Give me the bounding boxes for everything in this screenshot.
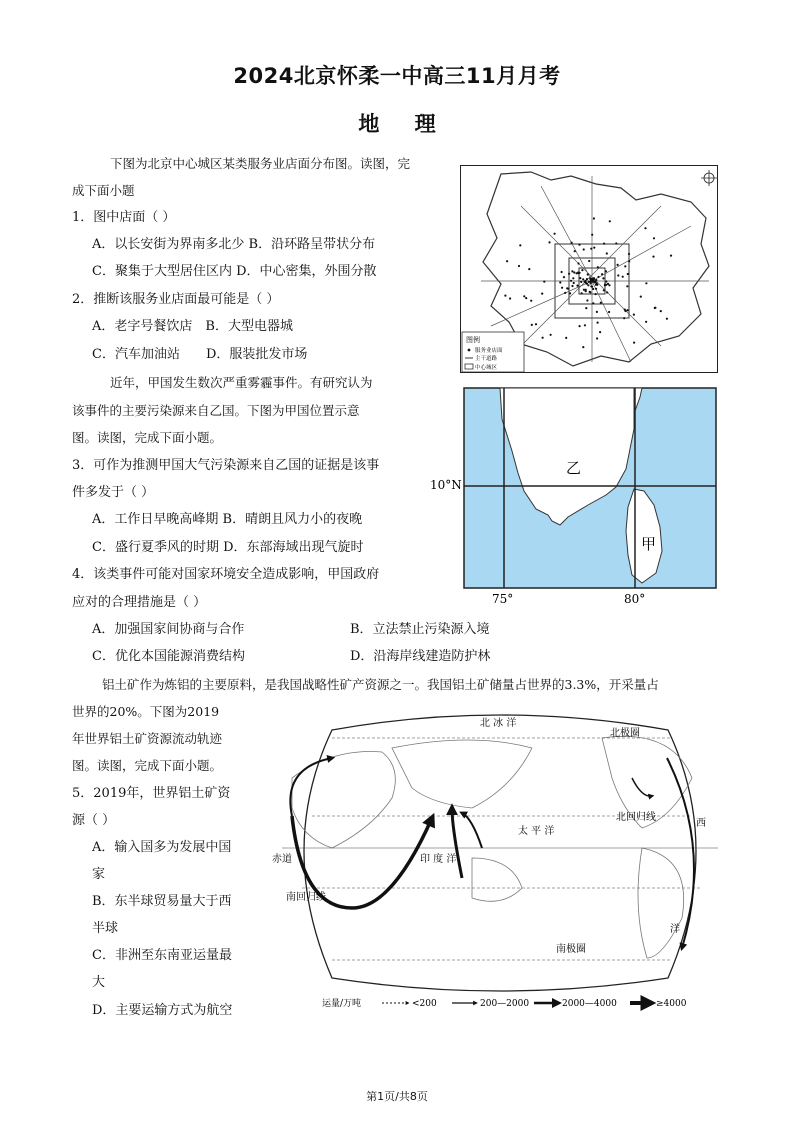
store-point — [644, 227, 646, 229]
store-point — [585, 289, 587, 291]
beijing-service-map — [460, 165, 718, 373]
store-point — [607, 283, 609, 285]
store-point — [597, 322, 599, 324]
store-point — [615, 242, 617, 244]
store-point — [504, 295, 506, 297]
map1-legend-item-1: 主干道路 — [475, 356, 498, 362]
store-point — [585, 307, 587, 309]
label-country-jia: 甲 — [641, 535, 657, 553]
legend-title: 运量/万吨 — [322, 999, 362, 1009]
label-arctic-ocean: 北 冰 洋 — [480, 718, 517, 729]
map3-svg — [272, 708, 728, 1018]
q5-option-d: D．主要运输方式为航空 — [92, 1003, 233, 1018]
store-point — [571, 285, 573, 287]
store-point — [603, 289, 605, 291]
store-point — [584, 324, 586, 326]
store-point — [582, 346, 584, 348]
q5-option-a-line1: A．输入国多为发展中国 — [92, 840, 232, 855]
store-point — [670, 255, 672, 257]
q4-stem-line2: 应对的合理措施是（ ） — [72, 595, 207, 610]
store-point — [590, 282, 592, 284]
group3-intro-line1: 铝土矿作为炼铝的主要原料，是我国战略性矿产资源之一。我国铝土矿储量占世界的3.3%，开采量占 — [102, 677, 659, 692]
store-point — [653, 237, 655, 239]
map2-svg — [428, 387, 720, 609]
world-bauxite-flow-map — [272, 708, 728, 1018]
q2-stem: 2．推断该服务业店面最可能是（ ） — [72, 292, 280, 307]
label-equator: 赤道 — [272, 854, 292, 865]
subject-title: 地 理 — [358, 112, 436, 136]
store-point — [626, 285, 628, 287]
store-point — [596, 337, 598, 339]
label-indian-ocean: 印 度 洋 — [420, 854, 457, 865]
store-point — [622, 276, 624, 278]
label-west: 西 — [696, 818, 706, 829]
q4-option-d: D．沿海岸线建造防护林 — [350, 649, 491, 664]
store-point — [588, 260, 590, 262]
store-point — [645, 321, 647, 323]
q1-stem: 1．图中店面（ ） — [72, 210, 176, 225]
store-point — [596, 282, 598, 284]
store-point — [591, 234, 593, 236]
store-point — [654, 307, 656, 309]
sri-lanka-location-map — [428, 387, 720, 609]
store-point — [589, 291, 591, 293]
store-point — [581, 292, 583, 294]
store-point — [541, 293, 543, 295]
store-point — [606, 291, 608, 293]
store-point — [519, 244, 521, 246]
group3-intro-line2: 世界的20%。下图为2019 — [72, 704, 220, 719]
legend-label-2: 200—2000 — [480, 999, 530, 1009]
store-point — [593, 247, 595, 249]
map1-legend-title: 图例 — [466, 336, 480, 344]
store-point — [561, 287, 563, 289]
store-point — [624, 265, 626, 267]
store-point — [645, 282, 647, 284]
exam-title: 2024北京怀柔一中高三11月月考 — [233, 64, 561, 88]
store-point — [531, 324, 533, 326]
store-point — [628, 253, 630, 255]
store-point — [548, 241, 550, 243]
label-antarctic-circle: 南极圈 — [556, 944, 586, 955]
q1-options-ab: A．以长安街为界南多北少 B．沿环路呈带状分布 — [92, 237, 376, 252]
store-point — [589, 277, 591, 279]
label-ocean-suffix: 洋 — [670, 924, 680, 935]
legend-label-3: 2000—4000 — [562, 999, 617, 1009]
q5-option-a-line2: 家 — [92, 867, 106, 882]
store-point — [593, 281, 595, 283]
store-point — [580, 281, 582, 283]
store-point — [579, 325, 581, 327]
store-point — [597, 276, 599, 278]
store-point — [509, 297, 511, 299]
store-point — [605, 280, 607, 282]
label-tropic-capricorn: 南回归线 — [286, 892, 326, 903]
store-point — [564, 292, 566, 294]
q5-stem-line2: 源（ ） — [72, 813, 116, 828]
store-point — [606, 252, 608, 254]
legend-label-4: ≥4000 — [656, 999, 687, 1009]
label-tropic-cancer: 北回归线 — [616, 812, 656, 823]
store-point — [601, 273, 603, 275]
q5-option-c-line2: 大 — [92, 975, 106, 990]
store-point — [627, 273, 629, 275]
q1-options-cd: C．聚集于大型居住区内 D．中心密集，外围分散 — [92, 264, 377, 279]
compass-icon — [701, 170, 717, 186]
store-point — [608, 311, 610, 313]
store-point — [605, 270, 607, 272]
store-point — [591, 286, 593, 288]
q3-options-ab: A．工作日早晚高峰期 B．晴朗且风力小的夜晚 — [92, 512, 363, 527]
store-point — [576, 285, 578, 287]
store-point — [561, 271, 563, 273]
lon-label-80: 80° — [624, 592, 646, 606]
store-point — [595, 288, 597, 290]
store-point — [559, 281, 561, 283]
store-point — [609, 220, 611, 222]
store-point — [573, 282, 575, 284]
store-point — [578, 244, 580, 246]
store-point — [628, 260, 630, 262]
q4-option-b: B．立法禁止污染源入境 — [350, 622, 490, 637]
store-point — [563, 276, 565, 278]
store-point — [593, 217, 595, 219]
store-point — [623, 317, 625, 319]
store-point — [579, 277, 581, 279]
store-point — [583, 248, 585, 250]
beijing-map-svg — [461, 166, 718, 373]
q4-option-a: A．加强国家间协商与合作 — [92, 622, 245, 637]
q4-stem-line1: 4．该类事件可能对国家环境安全造成影响，甲国政府 — [72, 567, 380, 582]
store-point — [593, 277, 595, 279]
group3-intro-line3: 年世界铝土矿资源流动轨迹 — [72, 731, 223, 746]
map1-legend — [462, 332, 524, 372]
world-map-outline — [304, 715, 696, 991]
store-point — [602, 277, 604, 279]
q3-stem-line2: 件多发于（ ） — [72, 485, 155, 500]
map1-legend-item-0: 服务业店面 — [475, 348, 503, 354]
store-point — [588, 281, 590, 283]
store-point — [554, 233, 556, 235]
store-point — [571, 270, 573, 272]
group1-intro-line1: 下图为北京中心城区某类服务业店面分布图。读图，完 — [110, 156, 411, 171]
store-point — [573, 271, 575, 273]
store-point — [633, 342, 635, 344]
store-point — [530, 300, 532, 302]
page-number: 第1页/共8页 — [366, 1090, 428, 1103]
store-point — [550, 334, 552, 336]
q5-option-c-line1: C．非洲至东南亚运量最 — [92, 948, 232, 963]
group3-intro-line4: 图。读图，完成下面小题。 — [72, 758, 223, 773]
q4-option-c: C．优化本国能源消费结构 — [92, 649, 245, 664]
store-point — [518, 265, 520, 267]
store-point — [604, 283, 606, 285]
store-point — [595, 293, 597, 295]
group2-intro-line2: 该事件的主要污染源来自乙国。下图为甲国位置示意 — [72, 403, 360, 418]
q3-options-cd: C．盛行夏季风的时期 D．东部海域出现气旋时 — [92, 540, 364, 555]
store-point — [666, 318, 668, 320]
store-point — [624, 309, 626, 311]
map3-legend — [322, 997, 687, 1009]
store-point — [572, 277, 574, 279]
store-point — [586, 299, 588, 301]
store-point — [542, 337, 544, 339]
store-point — [571, 242, 573, 244]
store-point — [581, 269, 583, 271]
store-point — [568, 273, 570, 275]
store-point — [579, 272, 581, 274]
q2-options-cd: C．汽车加油站 D．服装批发市场 — [92, 347, 308, 362]
map1-legend-item-2: 中心城区 — [475, 365, 498, 371]
store-point — [597, 266, 599, 268]
store-point — [592, 288, 594, 290]
store-point — [569, 292, 571, 294]
q5-option-b-line2: 半球 — [92, 921, 119, 936]
label-pacific: 太 平 洋 — [518, 826, 555, 837]
store-point — [660, 310, 662, 312]
store-point — [528, 268, 530, 270]
store-point — [577, 262, 579, 264]
group2-intro-line3: 图。读图，完成下面小题。 — [72, 430, 223, 445]
group1-intro-line2: 成下面小题 — [72, 183, 135, 198]
store-point — [652, 256, 654, 258]
q2-options-ab: A．老字号餐饮店 B．大型电器城 — [92, 319, 293, 334]
store-point — [600, 302, 602, 304]
store-point — [591, 280, 593, 282]
store-point — [582, 278, 584, 280]
store-point — [570, 280, 572, 282]
store-point — [506, 260, 508, 262]
lon-label-75: 75° — [492, 592, 514, 606]
store-point — [640, 296, 642, 298]
store-point — [543, 281, 545, 283]
store-point — [626, 309, 628, 311]
label-country-yi: 乙 — [566, 459, 582, 477]
store-point — [574, 250, 576, 252]
store-point — [565, 337, 567, 339]
store-point — [603, 243, 605, 245]
label-arctic-circle: 北极圈 — [610, 728, 640, 739]
store-point — [525, 297, 527, 299]
store-point — [617, 264, 619, 266]
group2-intro-line1: 近年，甲国发生数次严重雾霾事件。有研究认为 — [110, 375, 373, 390]
store-point — [596, 311, 598, 313]
store-point — [523, 295, 525, 297]
q5-stem-line1: 5．2019年，世界铝土矿资 — [72, 786, 231, 801]
store-point — [633, 314, 635, 316]
store-point — [586, 278, 588, 280]
store-point — [599, 331, 601, 333]
store-point — [567, 288, 569, 290]
store-point — [590, 248, 592, 250]
q3-stem-line1: 3．可作为推测甲国大气污染源来自乙国的证据是该事 — [72, 458, 380, 473]
legend-label-1: <200 — [412, 999, 437, 1009]
lat-label-10n: 10°N — [430, 478, 462, 492]
store-point — [587, 284, 589, 286]
store-point — [587, 273, 589, 275]
store-point — [592, 302, 594, 304]
store-point — [617, 274, 619, 276]
q5-option-b-line1: B．东半球贸易量大于西 — [92, 894, 232, 909]
store-point — [535, 323, 537, 325]
store-point — [584, 281, 586, 283]
